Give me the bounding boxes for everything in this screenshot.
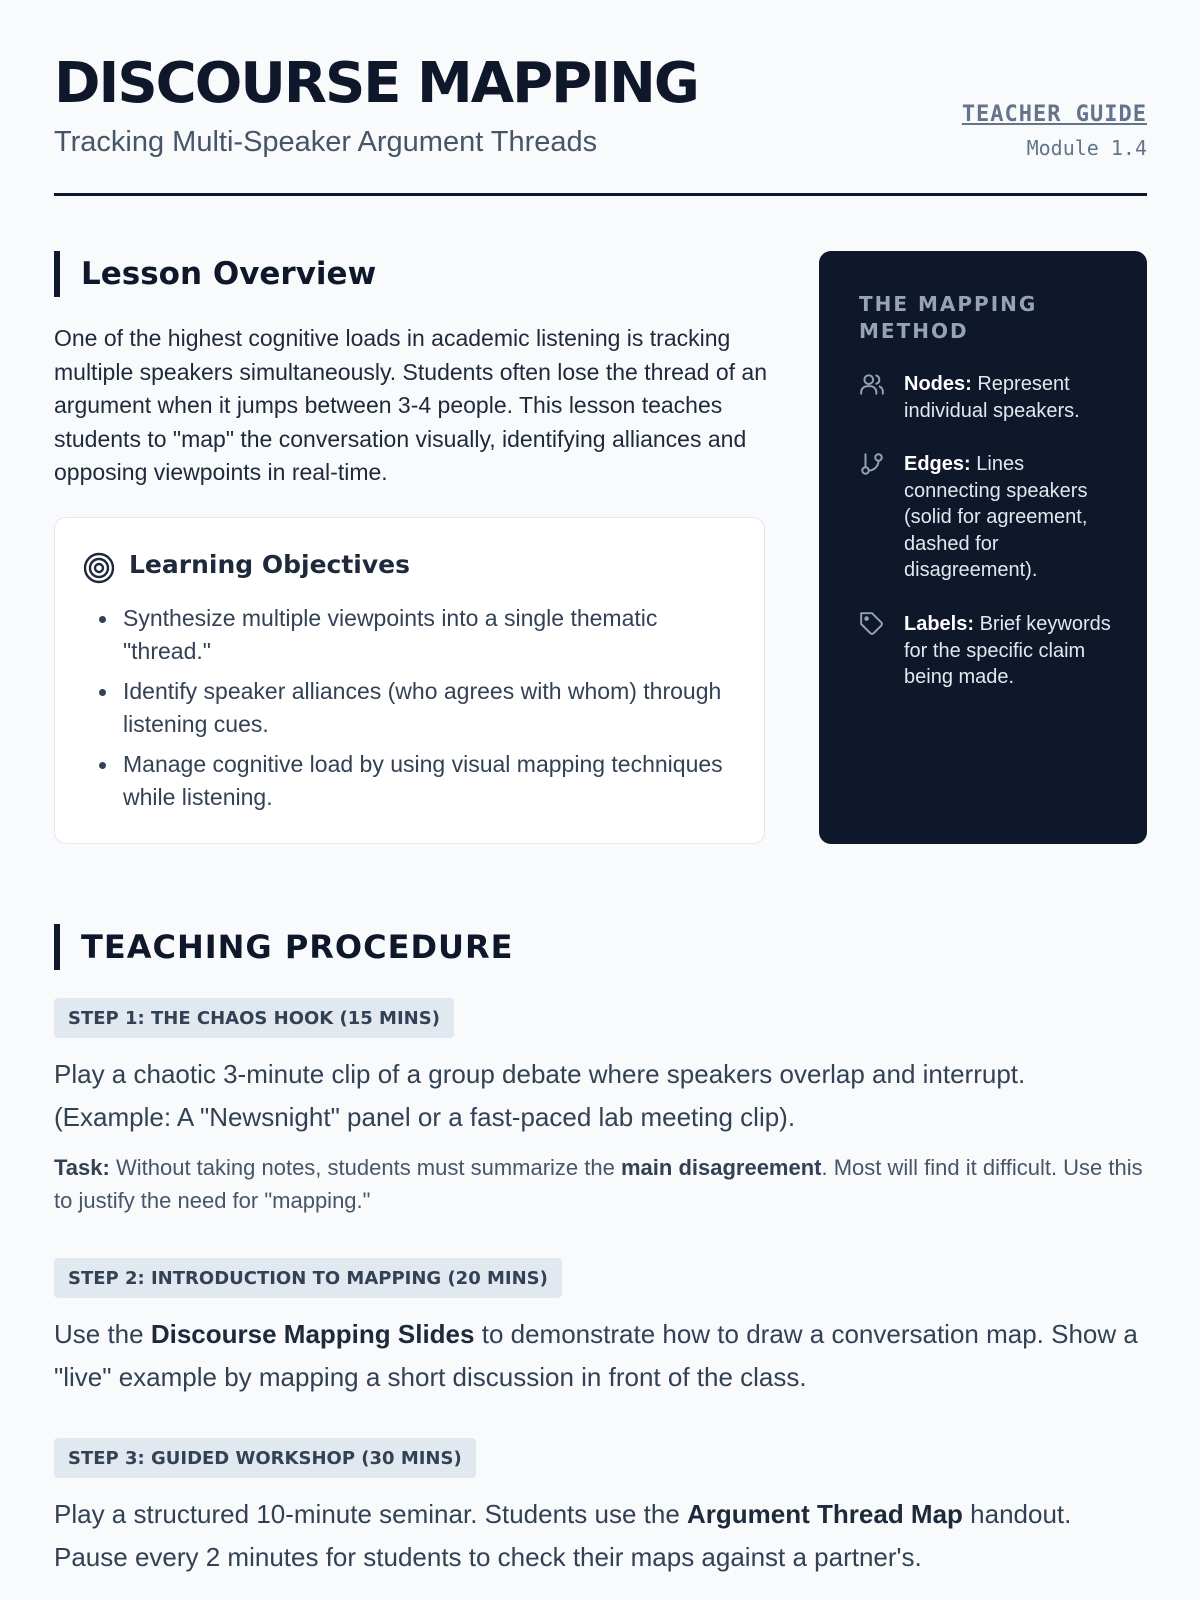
step-3-text: Play a structured 10-minute seminar. Students use the Argument Thread Map handout. Pause every 2 minutes for students to check their maps against a partner's.: [54, 1499, 1072, 1572]
mapping-method-title: THE MAPPING METHOD: [859, 292, 1038, 343]
learning-objectives-card: [54, 517, 765, 844]
method-desc: Lines connecting speakers (solid for agreement, dashed for disagreement).: [904, 453, 1088, 581]
learning-objectives-title: Learning Objectives: [129, 550, 410, 579]
objective-item: Identify speaker alliances (who agrees with whom) through listening cues.: [123, 675, 733, 741]
resource-name: Argument Thread Map: [687, 1499, 963, 1529]
tag-icon: [859, 611, 885, 637]
resource-name: Discourse Mapping Slides: [150, 1319, 475, 1349]
objectives-list: [123, 602, 733, 821]
step-2-text: Use the Discourse Mapping Slides to demonstrate how to draw a conversation map. Show a "live" example by mapping a short discussion in front of the class.: [54, 1319, 1138, 1392]
task-emphasis: main disagreement: [620, 1155, 822, 1180]
method-desc: Brief keywords for the specific claim being made.: [904, 613, 1111, 688]
mapping-method-card: [819, 251, 1147, 844]
objective-item: Manage cognitive load by using visual mapping techniques while listening.: [123, 748, 733, 814]
lesson-overview-text: One of the highest cognitive loads in academic listening is tracking multiple speakers simultaneously. Students often lose the thread of an argument when it jumps between 3-4 people. This lesson teaches students to "map" the conversation visually, identifying alliances and opposing viewpoints in real-time.: [54, 325, 767, 485]
page-subtitle: Tracking Multi-Speaker Argument Threads: [54, 126, 598, 158]
objective-item: Synthesize multiple viewpoints into a single thematic "thread.": [123, 602, 733, 668]
page-title: DISCOURSE MAPPING: [54, 51, 698, 116]
task-label: Task:: [54, 1155, 110, 1180]
lesson-overview-heading: Lesson Overview: [54, 251, 376, 297]
step-1-task: Task: Without taking notes, students must summarize the main disagreement. Most will find it difficult. Use this to justify the need for "mapping.": [54, 1155, 1143, 1213]
users-icon: [859, 371, 885, 397]
method-desc: Represent individual speakers.: [904, 373, 1080, 422]
step-3-badge: STEP 3: GUIDED WORKSHOP (30 MINS): [54, 1438, 476, 1478]
step-1-text: Play a chaotic 3-minute clip of a group debate where speakers overlap and interrupt. (Example: A "Newsnight" panel or a fast-paced lab meeting clip).: [54, 1059, 1026, 1132]
module-number: Module 1.4: [1026, 136, 1147, 160]
teacher-guide-label: TEACHER GUIDE: [961, 102, 1147, 127]
page-header: [54, 52, 1147, 196]
git-branch-icon: [859, 451, 885, 477]
method-term: Nodes:: [904, 373, 972, 395]
step-2-badge: STEP 2: INTRODUCTION TO MAPPING (20 MINS): [54, 1258, 562, 1298]
target-icon: [83, 552, 115, 584]
method-term: Labels:: [904, 613, 975, 635]
method-term: Edges:: [904, 453, 971, 475]
step-1-badge: STEP 1: THE CHAOS HOOK (15 MINS): [54, 998, 454, 1038]
teaching-procedure-heading: TEACHING PROCEDURE: [54, 924, 514, 970]
